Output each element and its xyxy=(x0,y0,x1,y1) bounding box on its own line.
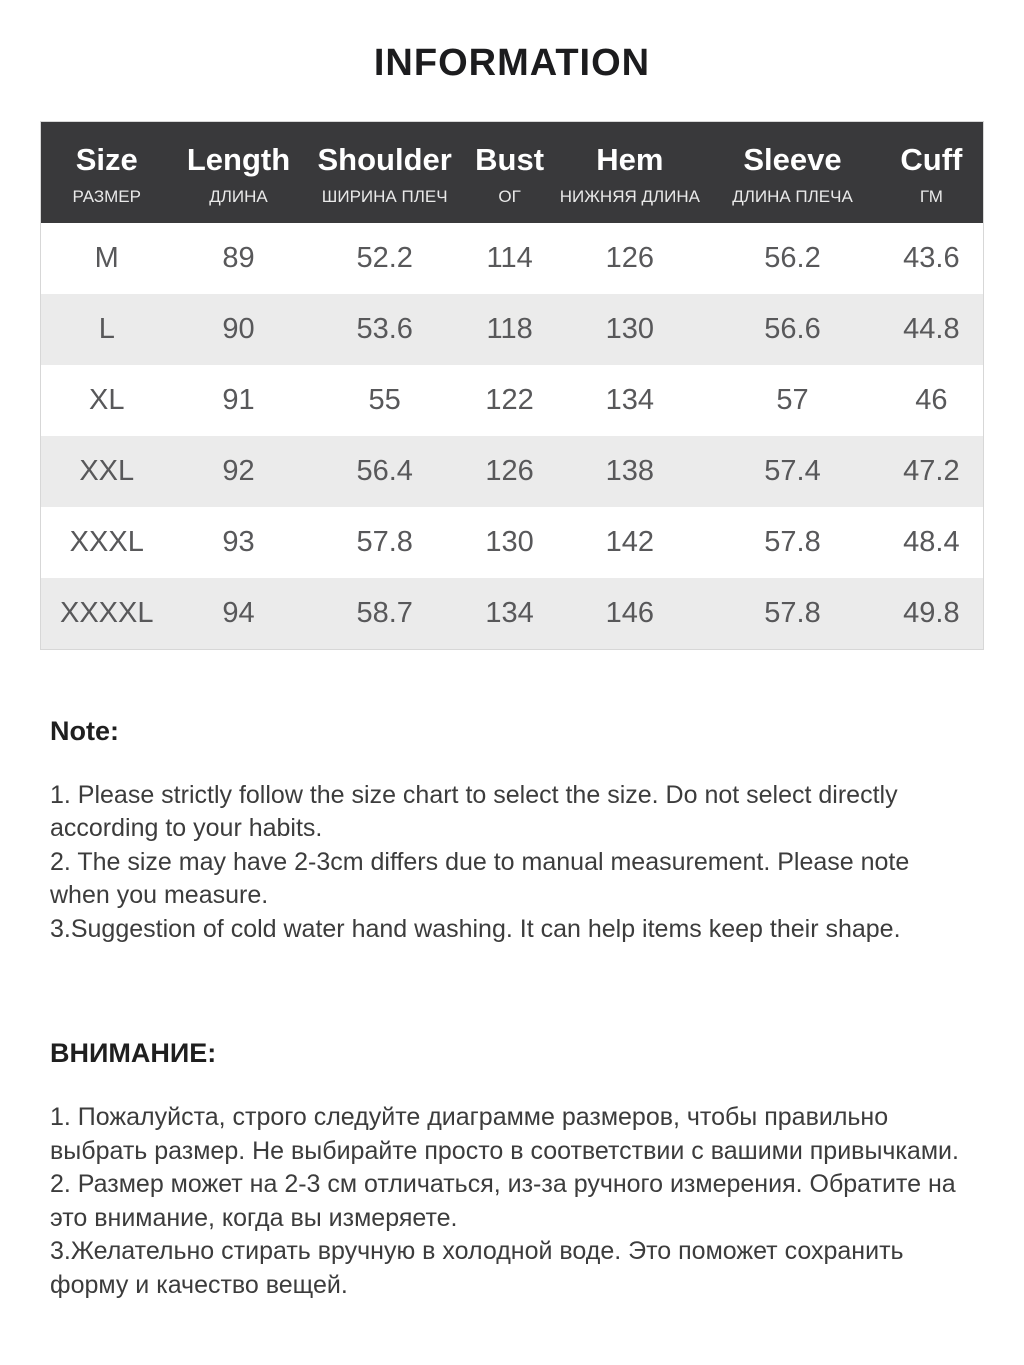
column-label-ru: НИЖНЯЯ ДЛИНА xyxy=(559,186,700,206)
table-header xyxy=(41,122,984,223)
cell-bust: 126 xyxy=(485,454,534,487)
table-row xyxy=(41,578,984,650)
column-label-ru: ДЛИНА ПЛЕЧА xyxy=(732,186,853,206)
column-label-ru: ДЛИНА xyxy=(209,186,268,206)
cell-sleeve: 56.2 xyxy=(764,241,821,274)
column-label-en: Size xyxy=(75,142,138,177)
attention-heading: ВНИМАНИЕ: xyxy=(50,1038,217,1069)
table-row xyxy=(41,436,984,507)
cell-length: 89 xyxy=(222,241,255,274)
column-header-sleeve xyxy=(705,122,879,223)
table-row xyxy=(41,365,984,436)
cell-cuff: 48.4 xyxy=(903,525,960,558)
table-row xyxy=(41,294,984,365)
cell-cuff: 46 xyxy=(915,383,948,416)
cell-shoulder: 53.6 xyxy=(356,312,413,345)
column-label-en: Bust xyxy=(475,142,545,177)
column-label-ru: РАЗМЕР xyxy=(72,186,141,206)
size-chart-table xyxy=(40,121,984,650)
column-header-hem xyxy=(554,122,705,223)
column-label-en: Length xyxy=(186,142,291,177)
cell-size: XXXXL xyxy=(60,596,154,629)
column-label-en: Cuff xyxy=(900,142,963,177)
column-label-en: Shoulder xyxy=(317,142,452,177)
cell-bust: 134 xyxy=(485,596,534,629)
column-header-cuff xyxy=(880,122,984,223)
column-label-ru: ОГ xyxy=(498,186,521,206)
cell-bust: 122 xyxy=(485,383,534,416)
cell-shoulder: 55 xyxy=(368,383,401,416)
cell-size: XXXL xyxy=(69,525,144,558)
cell-hem: 130 xyxy=(605,312,655,345)
column-label-en: Hem xyxy=(596,142,664,177)
column-header-size xyxy=(41,122,173,223)
cell-bust: 130 xyxy=(485,525,534,558)
cell-hem: 142 xyxy=(605,525,655,558)
cell-hem: 138 xyxy=(605,454,655,487)
attention-section xyxy=(50,1038,974,1302)
note-heading: Note: xyxy=(50,715,119,746)
table-row xyxy=(41,507,984,578)
note-body xyxy=(50,779,974,947)
note-section xyxy=(50,716,974,947)
note-item: 1. Please strictly follow the size chart to select the size. Do not select directly according to your habits. xyxy=(50,780,898,843)
attention-item: 2. Размер может на 2-3 см отличаться, из-за ручного измерения. Обратите на это внимание, когда вы измеряете. xyxy=(50,1170,956,1232)
cell-shoulder: 57.8 xyxy=(356,525,413,558)
cell-length: 92 xyxy=(222,454,255,487)
column-header-length xyxy=(173,122,305,223)
cell-size: XL xyxy=(89,383,125,416)
cell-hem: 134 xyxy=(605,383,655,416)
cell-length: 94 xyxy=(222,596,255,629)
table-row xyxy=(41,223,984,294)
cell-size: XXL xyxy=(79,454,135,487)
column-header-shoulder xyxy=(305,122,465,223)
note-item: 2. The size may have 2-3cm differs due to manual measurement. Please note when you measure. xyxy=(50,847,910,910)
cell-cuff: 47.2 xyxy=(903,454,960,487)
cell-shoulder: 52.2 xyxy=(356,241,413,274)
table-header-row xyxy=(41,122,984,223)
cell-cuff: 43.6 xyxy=(903,241,960,274)
cell-hem: 146 xyxy=(605,596,655,629)
cell-shoulder: 56.4 xyxy=(356,454,413,487)
cell-size: L xyxy=(98,312,115,345)
cell-sleeve: 56.6 xyxy=(764,312,821,345)
column-label-ru: ШИРИНА ПЛЕЧ xyxy=(321,186,448,206)
cell-sleeve: 57.8 xyxy=(764,525,821,558)
attention-item: 1. Пожалуйста, строго следуйте диаграмме размеров, чтобы правильно выбрать размер. Не выбирайте просто в соответствии с вашими привычками. xyxy=(50,1103,959,1165)
cell-bust: 114 xyxy=(486,241,533,274)
cell-bust: 118 xyxy=(486,312,533,345)
cell-length: 91 xyxy=(222,383,255,416)
cell-cuff: 44.8 xyxy=(903,312,960,345)
note-item: 3.Suggestion of cold water hand washing. It can help items keep their shape. xyxy=(50,914,901,943)
column-label-ru: ГМ xyxy=(919,186,943,206)
cell-sleeve: 57 xyxy=(776,383,809,416)
cell-size: M xyxy=(94,241,119,274)
cell-cuff: 49.8 xyxy=(903,596,960,629)
cell-length: 90 xyxy=(222,312,255,345)
table-body xyxy=(41,223,984,650)
column-header-bust xyxy=(465,122,555,223)
cell-sleeve: 57.8 xyxy=(764,596,821,629)
column-label-en: Sleeve xyxy=(743,142,842,177)
page-title: INFORMATION xyxy=(373,42,651,84)
cell-shoulder: 58.7 xyxy=(356,596,413,629)
attention-body xyxy=(50,1101,974,1302)
cell-sleeve: 57.4 xyxy=(764,454,821,487)
cell-length: 93 xyxy=(222,525,255,558)
cell-hem: 126 xyxy=(605,241,655,274)
attention-item: 3.Желательно стирать вручную в холодной воде. Это поможет сохранить форму и качество вещей. xyxy=(50,1237,904,1299)
